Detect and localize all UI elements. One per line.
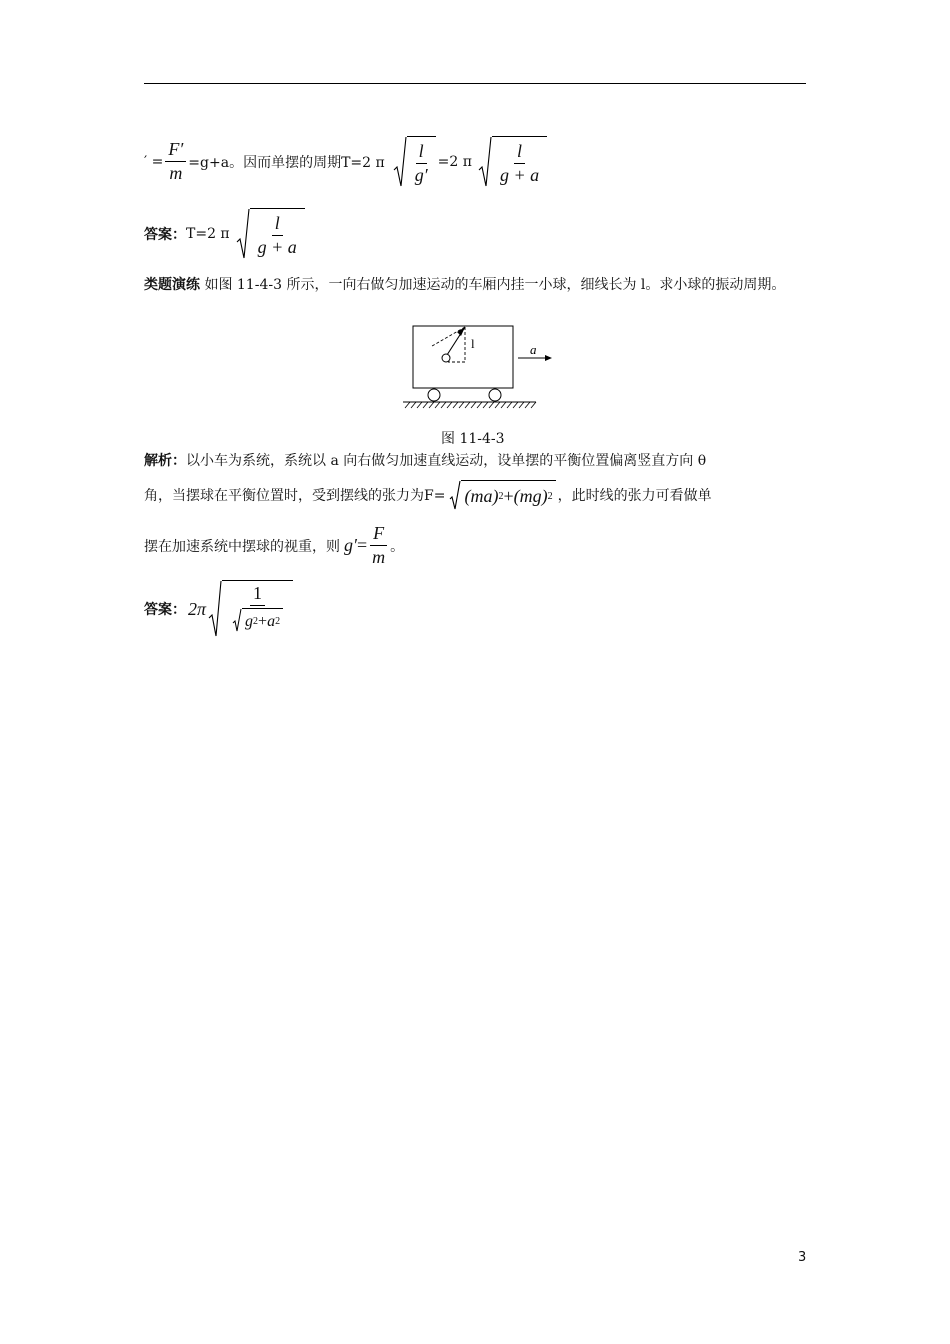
figure-cart-pendulum — [400, 322, 560, 416]
page-number: 3 — [798, 1250, 807, 1265]
header-rule — [144, 83, 806, 84]
equals-text: =2 π — [437, 154, 472, 170]
analysis-text-1: 以小车为系统，系统以 a 向右做匀加速直线运动，设单摆的平衡位置偏离竖直方向 θ — [186, 453, 707, 469]
practice-label: 类题演练 — [144, 277, 200, 293]
answer-1 — [144, 208, 307, 260]
sqrt-l-over-gprime: $\frac{l}{g'}$ — [393, 136, 436, 188]
analysis-label: 解析： — [144, 453, 186, 469]
practice-paragraph — [144, 273, 806, 298]
practice-text: 如图 11-4-3 所示，一向右做匀加速运动的车厢内挂一小球，细线长为 l。求小球的振动周期。 — [200, 277, 786, 293]
period-text: =g+a。因而单摆的周期T=2 π — [188, 155, 385, 171]
analysis-line-3 — [144, 524, 404, 568]
length-label: l — [471, 336, 475, 351]
g-prime: g′ — [344, 535, 357, 556]
equals-sign: = — [356, 535, 368, 556]
answer-2 — [144, 580, 295, 638]
two-pi: 2π — [188, 598, 207, 619]
fraction-f-over-m: $\frac{F'}{m}$ — [165, 140, 186, 184]
answer-text: T=2 π — [186, 226, 230, 242]
analysis-text-3: ，此时线的张力可看做单 — [557, 488, 712, 504]
analysis-text-2: 角，当摆球在平衡位置时，受到摆线的张力为F= — [144, 488, 446, 504]
answer-label: 答案： — [144, 227, 186, 243]
figure-caption: 图 11-4-3 — [441, 431, 505, 447]
tension-sqrt: (ma) 2 + (mg) 2 — [449, 480, 555, 510]
answer-label-2: 答案： — [144, 602, 186, 618]
equation-line-1 — [144, 136, 549, 188]
answer-sqrt: $\frac{l}{g + a}$ — [236, 208, 305, 260]
answer-2-sqrt: 1 g 2 + a 2 — [208, 580, 293, 638]
cart-diagram — [400, 322, 560, 412]
accel-label: a — [530, 342, 537, 357]
analysis-text-4: 摆在加速系统中摆球的视重，则 — [144, 538, 340, 555]
fraction-f-over-m-2: $\frac{F}{m}$ — [372, 523, 386, 567]
analysis-line-2 — [144, 480, 712, 510]
sqrt-l-over-g-plus-a: $\frac{l}{g + a}$ — [478, 136, 547, 188]
prefix-text: ′ = — [144, 154, 164, 170]
inner-sqrt: g 2 + a 2 — [232, 608, 283, 632]
analysis-end: 。 — [390, 538, 405, 555]
analysis-line-1 — [144, 450, 706, 470]
